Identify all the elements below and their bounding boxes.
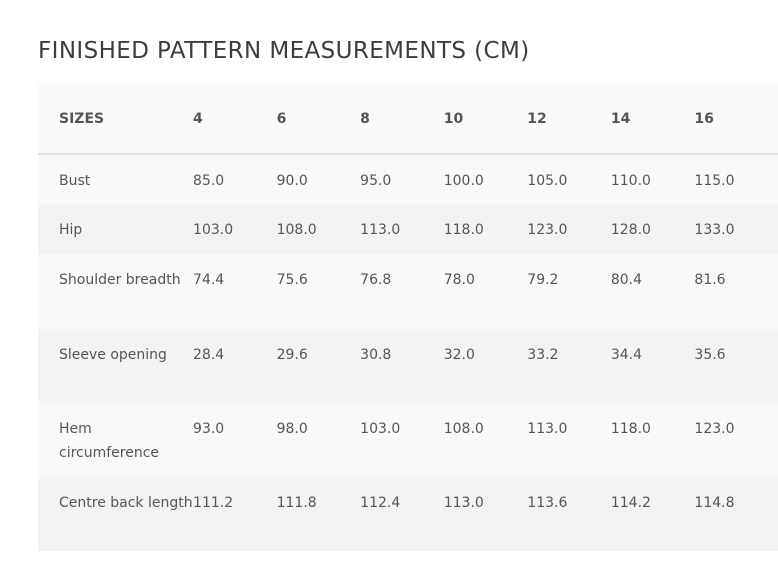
measurement-label: Centre back length (59, 495, 193, 511)
measurement-value: 95.0 (360, 173, 392, 189)
measurement-value: 90.0 (276, 173, 308, 189)
measurement-value: 123.0 (694, 421, 735, 437)
measurement-value: 79.2 (527, 272, 559, 288)
table-row (38, 154, 778, 204)
table-row (38, 403, 778, 477)
table-row (38, 204, 778, 254)
measurements-table-container[interactable] (38, 84, 735, 554)
measurement-value: 32.0 (443, 347, 475, 363)
measurement-value: 111.8 (276, 495, 317, 511)
size-header: 6 (277, 84, 361, 154)
measurement-value: 30.8 (360, 347, 392, 363)
measurement-value: 100.0 (443, 173, 484, 189)
measurement-value: 118.0 (443, 222, 484, 238)
table-row (38, 254, 778, 329)
measurement-value: 112.4 (360, 495, 401, 511)
measurement-value: 98.0 (276, 421, 308, 437)
measurement-label: Hip (59, 222, 83, 238)
measurement-value: 35.6 (694, 347, 726, 363)
measurement-value: 74.4 (193, 272, 225, 288)
measurements-table (38, 84, 778, 551)
measurement-value: 113.6 (527, 495, 568, 511)
measurement-value: 81.6 (694, 272, 726, 288)
measurement-value: 80.4 (610, 272, 643, 288)
measurement-value: 108.0 (276, 222, 317, 238)
measurement-value: 105.0 (527, 173, 568, 189)
measurement-value: 115.0 (694, 173, 735, 189)
measurement-value: 118.0 (610, 421, 651, 437)
measurement-value: 75.6 (276, 272, 308, 288)
measurement-label: Sleeve opening (59, 347, 167, 363)
size-header: 4 (193, 84, 277, 154)
measurement-label: Bust (59, 173, 91, 189)
measurement-value: 108.0 (443, 421, 484, 437)
measurement-value: 28.4 (193, 347, 225, 363)
size-header: 12 (527, 84, 611, 154)
measurement-label: Shoulder breadth (59, 272, 181, 288)
measurement-value: 111.2 (193, 495, 234, 511)
measurement-label: Hem circumference (59, 421, 160, 461)
measurement-value: 114.8 (694, 495, 735, 511)
measurement-value: 133.0 (694, 222, 735, 238)
measurement-value: 114.2 (610, 495, 651, 511)
measurement-value: 123.0 (527, 222, 568, 238)
table-row (38, 329, 778, 403)
table-header-row (38, 84, 778, 154)
measurement-value: 33.2 (527, 347, 559, 363)
size-header: 14 (611, 84, 695, 154)
measurement-value: 93.0 (193, 421, 225, 437)
measurement-value: 34.4 (610, 347, 643, 363)
measurement-value: 85.0 (193, 173, 225, 189)
size-header: 16 (694, 84, 778, 154)
measurement-value: 113.0 (527, 421, 568, 437)
measurement-value: 29.6 (276, 347, 308, 363)
table-row (38, 477, 778, 551)
measurement-value: 78.0 (443, 272, 475, 288)
sizes-header: SIZES (38, 84, 193, 154)
size-header: 8 (360, 84, 444, 154)
measurement-value: 103.0 (193, 222, 234, 238)
measurement-value: 103.0 (360, 421, 401, 437)
page-title: FINISHED PATTERN MEASUREMENTS (CM) (38, 38, 530, 64)
measurement-value: 110.0 (610, 173, 651, 189)
measurement-value: 113.0 (360, 222, 401, 238)
measurement-value: 113.0 (443, 495, 484, 511)
size-header: 10 (444, 84, 528, 154)
measurement-value: 128.0 (610, 222, 651, 238)
measurement-value: 76.8 (360, 272, 392, 288)
